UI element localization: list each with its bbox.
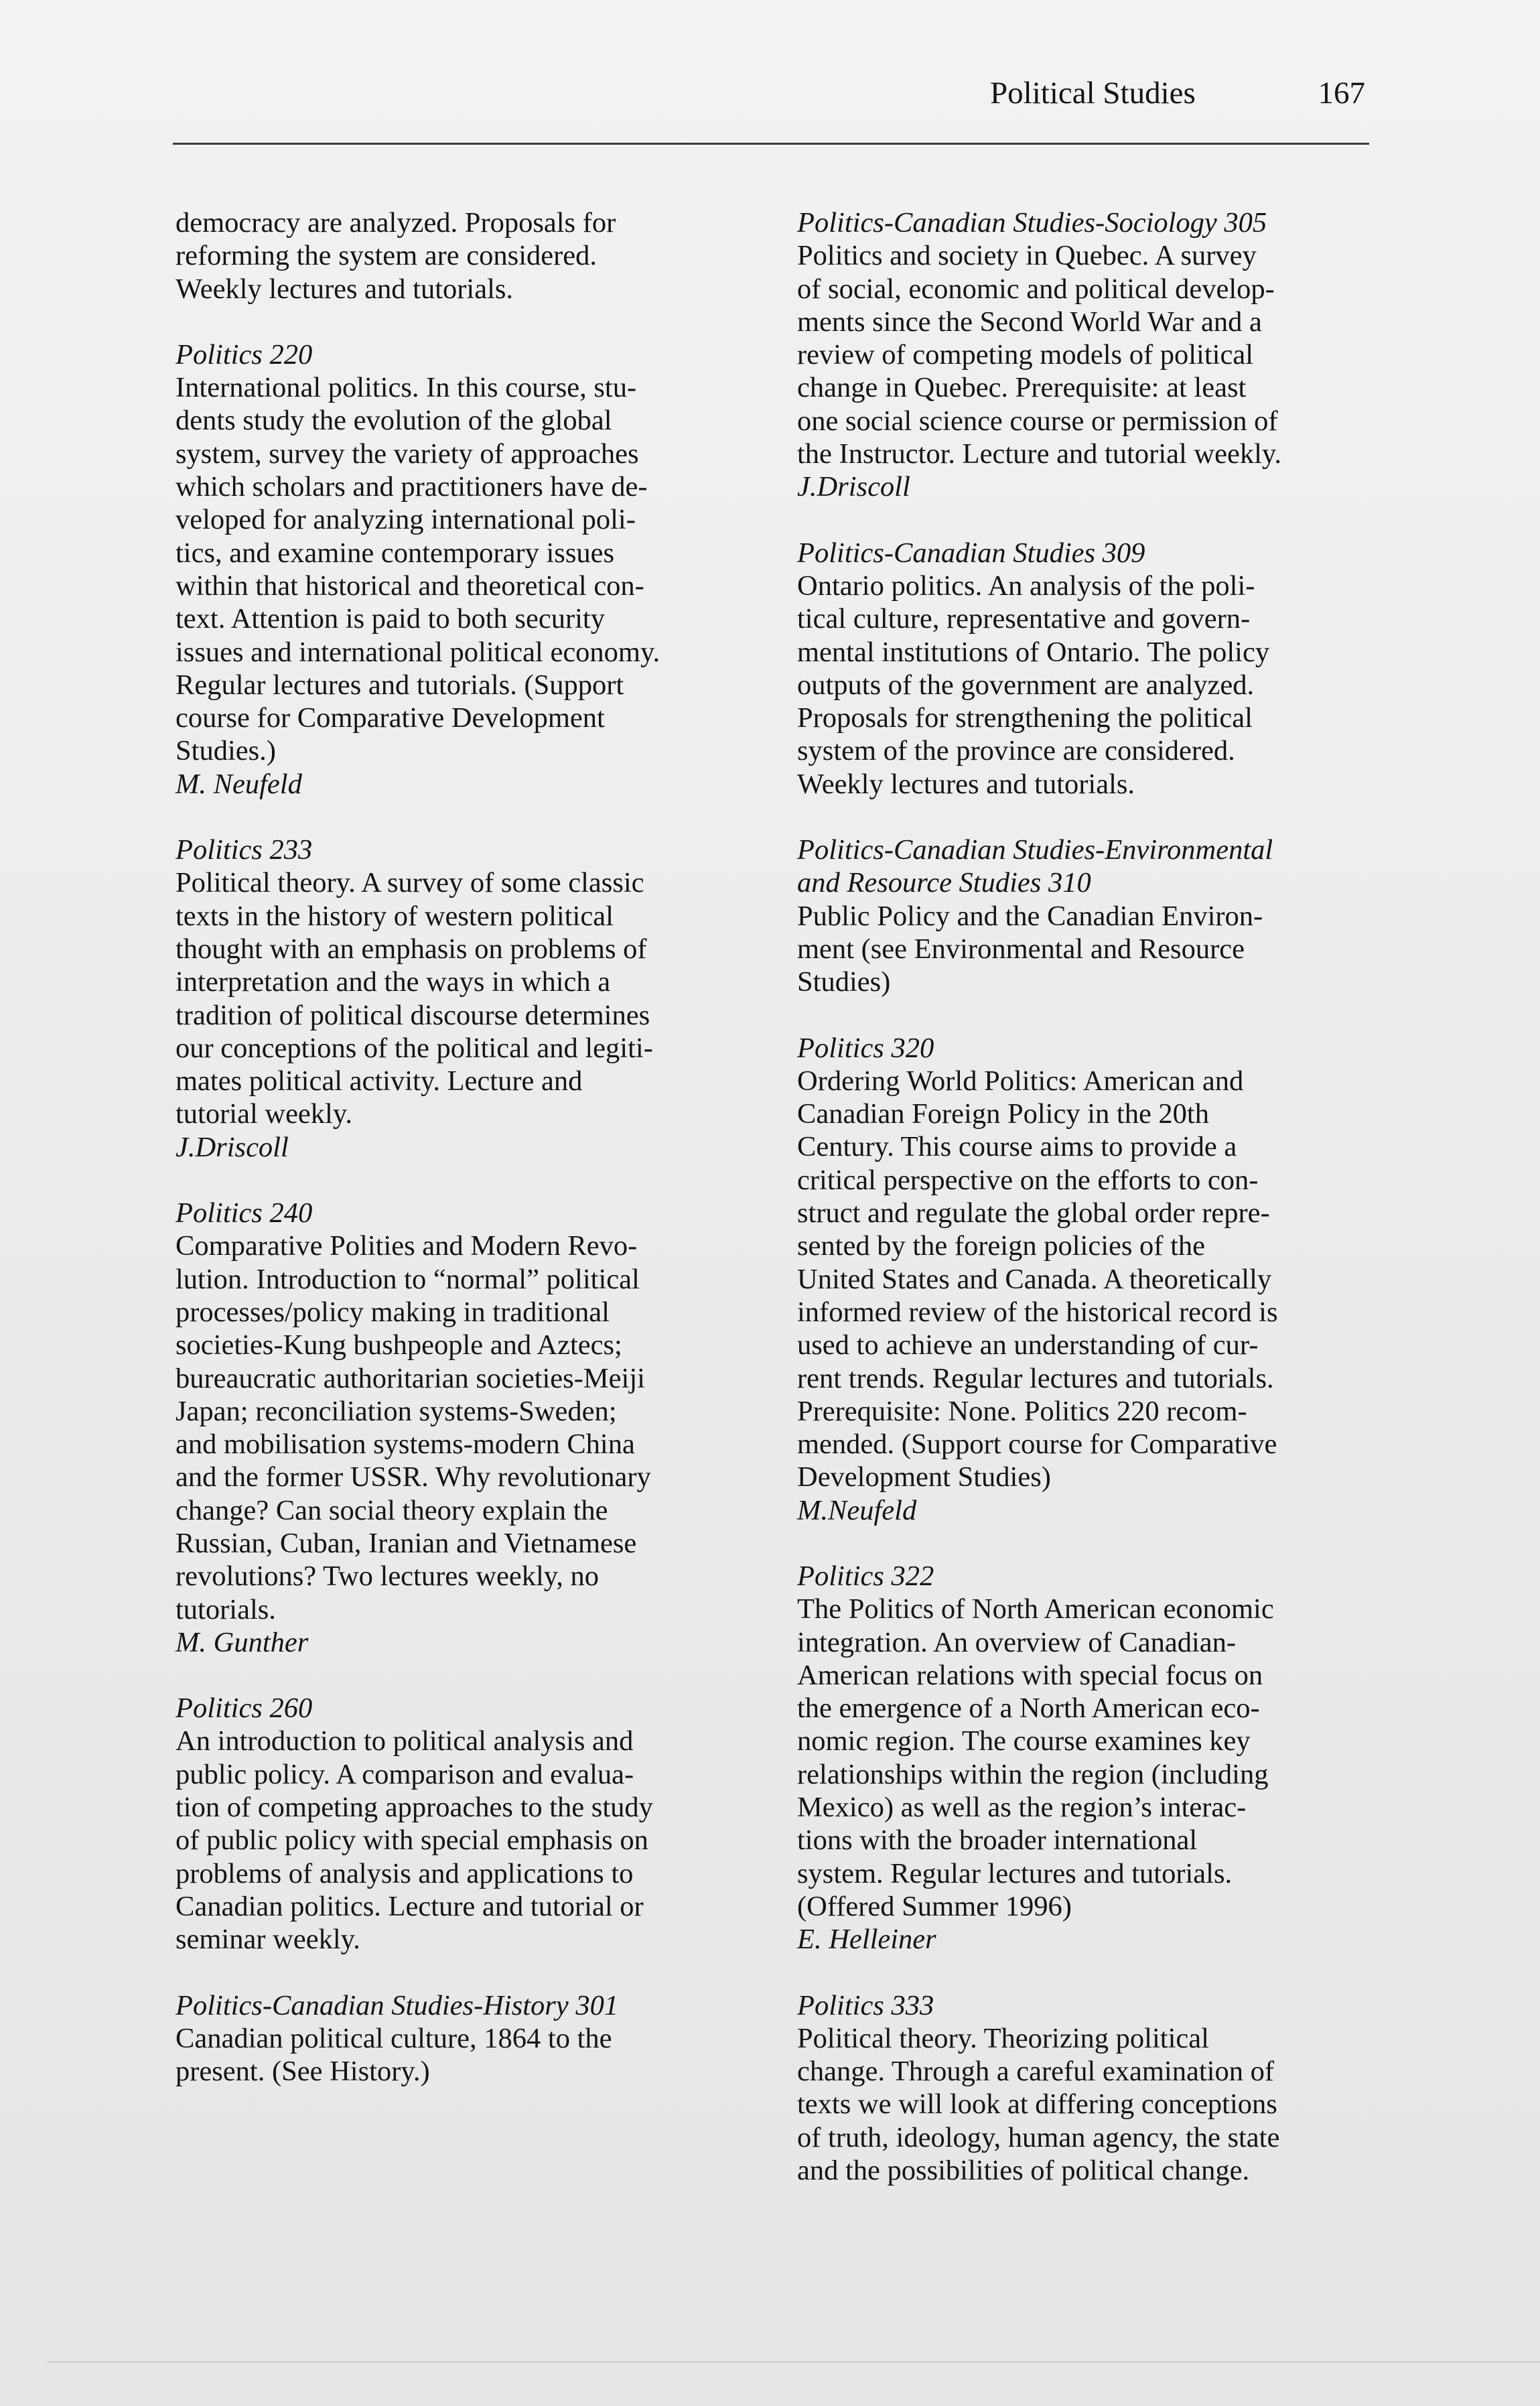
course-entry <box>176 833 752 1164</box>
section-title: Political Studies <box>990 76 1196 111</box>
course-entry <box>797 833 1373 998</box>
header-rule <box>173 143 1369 145</box>
course-entry <box>797 1560 1373 1956</box>
course-entry <box>797 1032 1373 1527</box>
course-entry <box>176 1692 752 1956</box>
course-description: Politics and society in Quebec. A survey of social, economic and political develop- ments since the Second World War and a review of competing models of political change in Quebec. Prerequisite: at least one social science course or permission of the Instructor. Lecture and tutorial weekly. <box>797 240 1282 470</box>
course-entry <box>176 1197 752 1659</box>
course-description: International politics. In this course, stu- dents study the evolution of the global system, survey the variety of approaches which scholars and practitioners have de- veloped for analyzing international poli- tics, and examine contemporary issues within that historical and theoretical con- text. Attention is paid to both security issues and international political economy. Regular lectures and tutorials. (Support course for Comparative Development Studies.) <box>176 372 660 767</box>
course-entry <box>176 206 752 306</box>
course-heading: Politics 220 <box>176 338 313 371</box>
left-column <box>176 206 752 2121</box>
course-description: Ontario politics. An analysis of the poli- tical culture, representative and govern- mental institutions of Ontario. The policy outputs of the government are analyzed. Proposals for strengthening the political system of the province are considered. Weekly lectures and tutorials. <box>797 570 1270 800</box>
course-description: Ordering World Politics: American and Canadian Foreign Policy in the 20th Century. This course aims to provide a critical perspective on the efforts to con- struct and regulate the global order repre- sented by the foreign policies of the United States and Canada. A theoretically informed review of the historical record is used to achieve an understanding of cur- rent trends. Regular lectures and tutorials. Prerequisite: None. Politics 220 recom- mended. (Support course for Comparative Development Studies) <box>797 1065 1278 1493</box>
course-entry <box>797 206 1373 504</box>
running-header <box>990 70 1365 123</box>
course-entry <box>797 1989 1373 2188</box>
course-description: An introduction to political analysis and public policy. A comparison and evalua- tion of competing approaches to the study of public policy with special emphasis on problems of analysis and applications to Canadian politics. Lecture and tutorial or seminar weekly. <box>176 1725 653 1956</box>
course-description: democracy are analyzed. Proposals for reforming the system are considered. Weekly lectures and tutorials. <box>176 207 616 305</box>
course-heading: Politics 233 <box>176 834 313 866</box>
course-heading: Politics-Canadian Studies-History 301 <box>176 1989 619 2021</box>
course-heading: Politics 333 <box>797 1989 934 2021</box>
course-instructor: M. Gunther <box>176 1626 309 1658</box>
course-instructor: J.Driscoll <box>797 471 910 503</box>
course-description: Political theory. Theorizing political change. Through a careful examination of texts we will look at differing conceptions of truth, ideology, human agency, the state and the possibilities of political change. <box>797 2022 1280 2187</box>
course-entry <box>176 338 752 801</box>
course-description: Public Policy and the Canadian Environ- ment (see Environmental and Resource Studies) <box>797 900 1263 998</box>
course-entry <box>797 537 1373 801</box>
course-description: Canadian political culture, 1864 to the present. (See History.) <box>176 2022 612 2088</box>
page-edge-line <box>47 2361 1540 2362</box>
course-instructor: J.Driscoll <box>176 1131 289 1163</box>
page-number: 167 <box>1318 76 1365 111</box>
right-column <box>797 206 1373 2220</box>
course-description: Political theory. A survey of some classic texts in the history of western political thought with an emphasis on problems of interpretation and the ways in which a tradition of political discourse determines our conceptions of the political and legiti- mates political activity. Lecture and tutorial weekly. <box>176 867 653 1130</box>
course-description: Comparative Polities and Modern Revo- lution. Introduction to “normal” political processes/policy making in traditional societies-Kung bushpeople and Aztecs; bureaucratic authoritarian societies-Meiji Japan; reconciliation systems-Sweden; and mobilisation systems-modern China and the former USSR. Why revolutionary change? Can social theory explain the Russian, Cuban, Iranian and Vietnamese revolutions? Two lectures weekly, no tutorials. <box>176 1230 651 1625</box>
course-instructor: E. Helleiner <box>797 1924 936 1956</box>
course-heading: Politics 322 <box>797 1560 934 1592</box>
course-description: The Politics of North American economic integration. An overview of Canadian- American relations with special focus on the emergence of a North American eco- nomic region. The course examines key relationships within the region (including Mexico) as well as the region’s interac- tions with the broader international system. Regular lectures and tutorials. (Offered Summer 1996) <box>797 1593 1274 1922</box>
course-entry <box>176 1989 752 2088</box>
course-heading: Politics-Canadian Studies-Sociology 305 <box>797 207 1267 239</box>
course-heading: Politics-Canadian Studies 309 <box>797 537 1145 569</box>
course-heading: Politics-Canadian Studies-Environmental and Resource Studies 310 <box>797 834 1273 899</box>
course-heading: Politics 320 <box>797 1032 934 1064</box>
course-heading: Politics 240 <box>176 1197 313 1229</box>
course-heading: Politics 260 <box>176 1692 313 1725</box>
course-instructor: M. Neufeld <box>176 768 302 800</box>
course-instructor: M.Neufeld <box>797 1494 917 1526</box>
